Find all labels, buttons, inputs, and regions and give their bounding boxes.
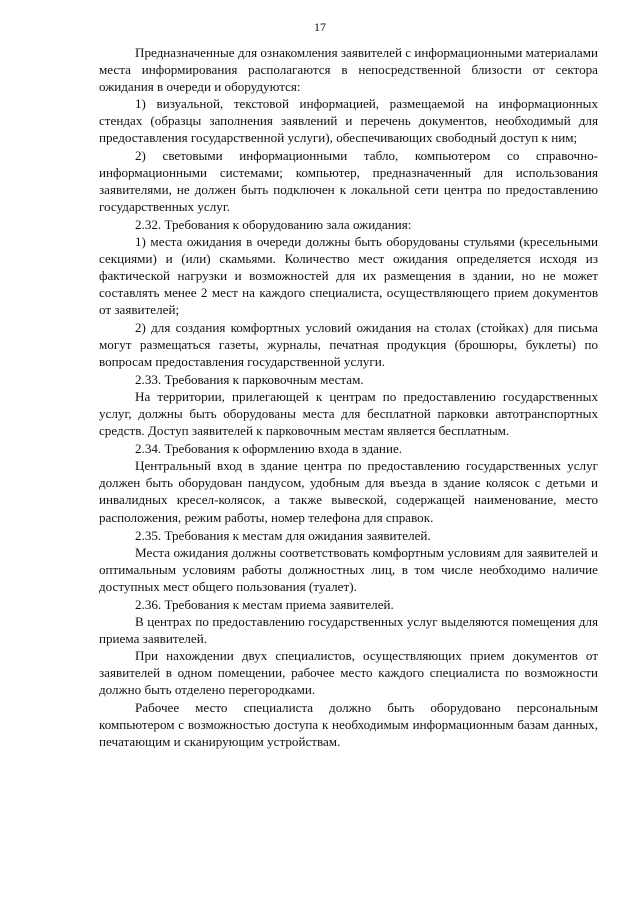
paragraph-info-stands: 1) визуальной, текстовой информацией, размещаемой на информационных стендах (образцы заполнения заявлений и перечень документов, необходимый для предоставления государственной услуги), обеспечивающих свободный доступ к ним; — [99, 96, 598, 146]
section-heading-2-32: 2.32. Требования к оборудованию зала ожидания: — [135, 216, 412, 232]
document-body — [99, 44, 598, 750]
section-heading-2-35: 2.35. Требования к местам для ожидания заявителей. — [135, 527, 431, 543]
paragraph-reception-rooms: В центрах по предоставлению государственных услуг выделяются помещения для приема заявителей. — [99, 614, 598, 647]
page-number: 17 — [314, 20, 326, 34]
paragraph-waiting-places: Места ожидания должны соответствовать комфортным условиям для заявителей и оптимальным условиям работы должностных лиц, в том числе необходимо наличие доступных мест общего пользования (туалет). — [99, 544, 598, 594]
paragraph-entrance: Центральный вход в здание центра по предоставлению государственных услуг должен быть оборудован пандусом, удобным для въезда в здание колясок с детьми и инвалидных кресел-колясок, а также вывеской, содержащей наименование, место расположения, режим работы, номер телефона для справок. — [99, 458, 598, 525]
section-heading-2-34: 2.34. Требования к оформлению входа в здание. — [135, 441, 403, 457]
paragraph-waiting-seats: 1) места ожидания в очереди должны быть оборудованы стульями (кресельными секциями) и (или) скамьями. Количество мест ожидания определяется исходя из фактической нагрузки и возможностей для их размещения в здании, но не может составлять менее 2 мест на каждого специалиста, осуществляющего прием документов от заявителей; — [99, 234, 598, 318]
paragraph-partitions: При нахождении двух специалистов, осуществляющих прием документов от заявителей в одном помещении, рабочее место каждого специалиста по возможности должно быть отделено перегородками. — [99, 648, 598, 698]
paragraph-info-displays: 2) световыми информационными табло, компьютером со справочно-информационными системами; компьютер, предназначенный для использования заявителями, не должен быть подключен к локальной сети центра по предоставлению государственных услуг. — [99, 147, 598, 214]
paragraph-info-placement: Предназначенные для ознакомления заявителей с информационными материалами места информирования располагаются в непосредственной близости от сектора ожидания в очереди и оборудуются: — [99, 45, 598, 95]
section-heading-2-36: 2.36. Требования к местам приема заявителей. — [135, 597, 394, 612]
section-heading-2-33: 2.33. Требования к парковочным местам. — [135, 371, 364, 387]
paragraph-workstation: Рабочее место специалиста должно быть оборудовано персональным компьютером с возможностью доступа к необходимым информационным базам данных, печатающим и сканирующим устройствам. — [99, 699, 598, 749]
paragraph-parking: На территории, прилегающей к центрам по предоставлению государственных услуг, должны быть оборудованы места для бесплатной парковки автотранспортных средств. Доступ заявителей к парковочным местам является бесплатным. — [99, 388, 598, 439]
paragraph-waiting-comfort: 2) для создания комфортных условий ожидания на столах (стойках) для письма могут размещаться газеты, журналы, печатная продукция (брошюры, буклеты) по вопросам предоставления государственной услуги. — [99, 319, 598, 369]
